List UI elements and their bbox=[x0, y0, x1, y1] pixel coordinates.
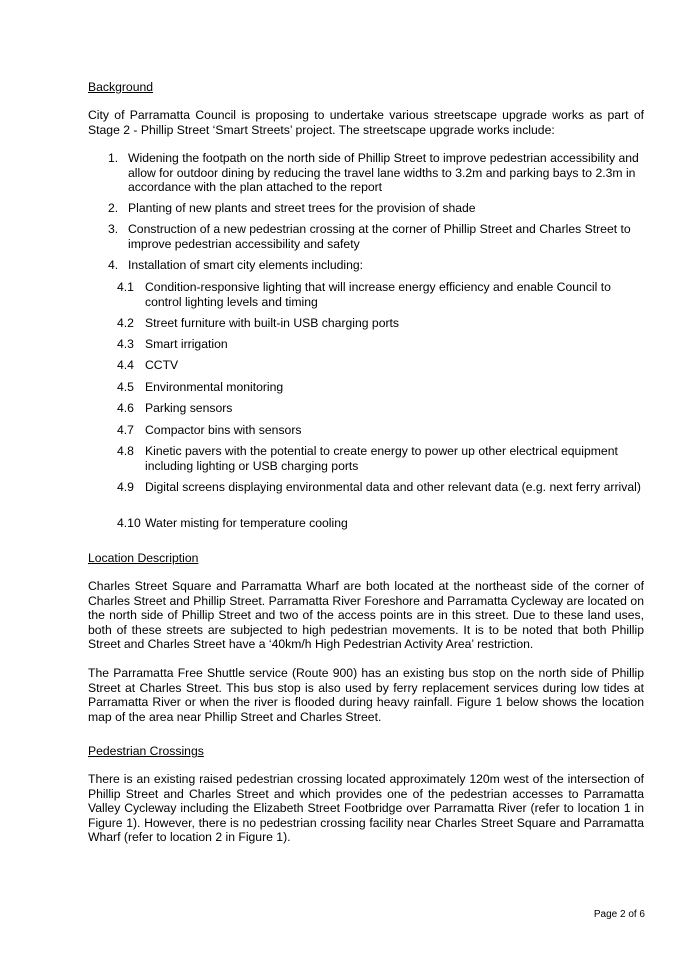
sub-list-item bbox=[117, 280, 653, 309]
list-item bbox=[108, 222, 644, 251]
sub-list-item-number: 4.6 bbox=[117, 401, 134, 415]
sub-list-item-text: Street furniture with built-in USB charging ports bbox=[145, 316, 400, 330]
sub-list-item bbox=[117, 401, 653, 416]
sub-list-item-number: 4.5 bbox=[117, 380, 134, 394]
location-paragraph-2: The Parramatta Free Shuttle service (Route 900) has an existing bus stop on the north side of Phillip Street at Charles Street. This bus stop is also used by ferry replacement services during low tides at Parramatta River or when the river is flooded during heavy rainfall. Figure 1 below shows the location map of the area near Phillip Street and Charles Street. bbox=[88, 666, 644, 724]
background-heading: Background bbox=[88, 80, 154, 94]
sub-list-item bbox=[117, 516, 653, 531]
sub-list-item bbox=[117, 380, 653, 395]
sub-list-item-text: Water misting for temperature cooling bbox=[145, 516, 348, 530]
sub-list-item-text: Compactor bins with sensors bbox=[145, 423, 302, 437]
sub-list-item-text: Condition-responsive lighting that will increase energy efficiency and enable Council to control lighting levels and timing bbox=[145, 280, 611, 309]
location-paragraph-1: Charles Street Square and Parramatta Wharf are both located at the northeast side of the corner of Charles Street and Phillip Street. Parramatta River Foreshore and Parramatta Cycleway are located on the north side of Phillip Street and two of the access points are in this street. Due to these land uses, both of these streets are subjected to high pedestrian movements. It is to be noted that both Phillip Street and Charles Street have a ‘40km/h High Pedestrian Activity Area’ restriction. bbox=[88, 579, 644, 652]
sub-list-item-text: CCTV bbox=[145, 358, 179, 372]
sub-list-item-number: 4.1 bbox=[117, 280, 134, 294]
list-item-text: Construction of a new pedestrian crossing at the corner of Phillip Street and Charles Street to improve pedestrian accessibility and safety bbox=[128, 222, 631, 251]
sub-list-item-text: Environmental monitoring bbox=[145, 380, 284, 394]
sub-list-item-number: 4.4 bbox=[117, 358, 134, 372]
sub-list-item-number: 4.3 bbox=[117, 337, 134, 351]
sub-list-item-text: Digital screens displaying environmental data and other relevant data (e.g. next ferry arrival) bbox=[145, 480, 641, 494]
list-item-number: 2. bbox=[108, 201, 119, 215]
sub-list-item bbox=[117, 423, 653, 438]
background-intro: City of Parramatta Council is proposing to undertake various streetscape upgrade works as part of Stage 2 - Phillip Street ‘Smart Streets’ project. The streetscape upgrade works include: bbox=[88, 108, 644, 137]
sub-list-item bbox=[117, 358, 653, 373]
list-item-text: Planting of new plants and street trees for the provision of shade bbox=[128, 201, 476, 215]
page-number: Page 2 of 6 bbox=[593, 909, 645, 920]
sub-list-item bbox=[117, 444, 653, 473]
list-item-number: 3. bbox=[108, 222, 119, 236]
sub-list-item-number: 4.2 bbox=[117, 316, 134, 330]
list-item-number: 4. bbox=[108, 258, 119, 272]
list-item bbox=[108, 258, 644, 273]
sub-list-item-text: Smart irrigation bbox=[145, 337, 228, 351]
sub-list-item-number: 4.8 bbox=[117, 444, 134, 458]
sub-list-item bbox=[117, 316, 653, 331]
list-item-text: Installation of smart city elements including: bbox=[128, 258, 364, 272]
sub-list-item-text: Kinetic pavers with the potential to create energy to power up other electrical equipment including lighting or USB charging ports bbox=[145, 444, 618, 473]
location-heading: Location Description bbox=[88, 551, 199, 565]
sub-list-item bbox=[117, 337, 653, 352]
crossings-paragraph-1: There is an existing raised pedestrian crossing located approximately 120m west of the intersection of Phillip Street and Charles Street and which provides one of the pedestrian accesses to Parramatta Valley Cycleway including the Elizabeth Street Footbridge over Parramatta River (refer to location 1 in Figure 1). However, there is no pedestrian crossing facility near Charles Street Square and Parramatta Wharf (refer to location 2 in Figure 1). bbox=[88, 772, 644, 845]
crossings-heading: Pedestrian Crossings bbox=[88, 744, 204, 758]
sub-list-item-number: 4.7 bbox=[117, 423, 134, 437]
sub-list-item bbox=[117, 480, 653, 495]
list-item bbox=[108, 201, 644, 216]
sub-list-item-number: 4.9 bbox=[117, 480, 134, 494]
list-item bbox=[108, 151, 644, 195]
sub-list-item-number: 4.10 bbox=[117, 516, 141, 530]
list-item-text: Widening the footpath on the north side of Phillip Street to improve pedestrian accessibility and allow for outdoor dining by reducing the travel lane widths to 3.2m and parking bays to 2.3m in accordance with the plan attached to the report bbox=[128, 151, 639, 195]
list-item-number: 1. bbox=[108, 151, 119, 165]
sub-list-item-text: Parking sensors bbox=[145, 401, 233, 415]
